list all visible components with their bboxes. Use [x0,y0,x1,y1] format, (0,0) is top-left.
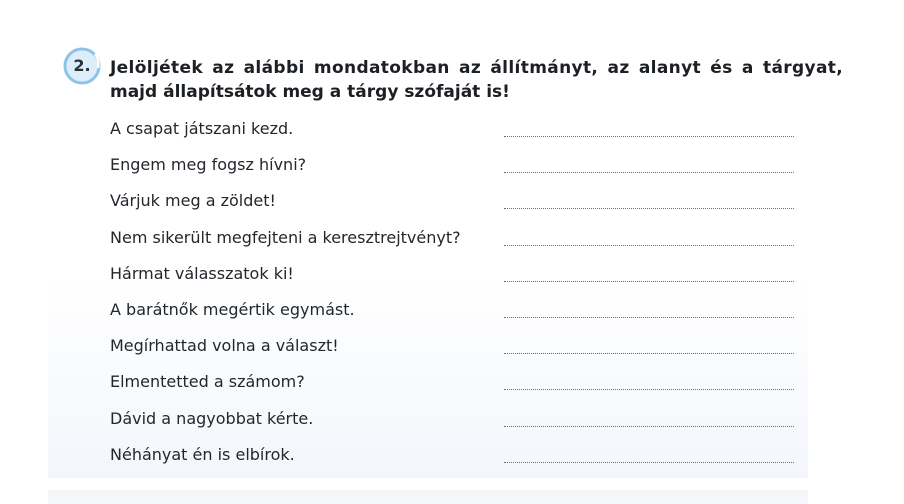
sentence-text: Néhányat én is elbírok. [110,444,295,464]
answer-line[interactable] [504,172,794,173]
list-item [110,369,800,405]
answer-line[interactable] [504,462,794,463]
answer-line[interactable] [504,389,794,390]
exercise-number: 2. [73,56,91,75]
list-item [110,261,800,297]
list-item [110,406,800,442]
sentence-text: Dávid a nagyobbat kérte. [110,408,314,428]
exercise-number-badge [62,46,102,86]
list-item [110,442,800,478]
sentence-text: Megírhattad volna a választ! [110,336,339,356]
answer-line[interactable] [504,208,794,209]
sentence-text: A barátnők megértik egymást. [110,299,355,319]
answer-line[interactable] [504,245,794,246]
answer-line[interactable] [504,136,794,137]
instruction-line-2: majd állapítsátok meg a tárgy szófaját is! [110,82,510,102]
list-item [110,188,800,224]
sentence-text: Várjuk meg a zöldet! [110,191,276,211]
sentence-text: Nem sikerült megfejteni a keresztrejtvényt? [110,227,461,247]
exercise-instruction [110,56,844,104]
answer-line[interactable] [504,317,794,318]
list-item [110,116,800,152]
answer-line[interactable] [504,426,794,427]
list-item [110,297,800,333]
next-section-strip [48,490,808,504]
sentence-text: Engem meg fogsz hívni? [110,155,307,175]
answer-line[interactable] [504,353,794,354]
sentence-text: Elmentetted a számom? [110,372,305,392]
answer-line[interactable] [504,281,794,282]
list-item [110,152,800,188]
sentence-list [110,116,800,478]
instruction-line-1: Jelöljétek az alábbi mondatokban az állítmányt, az alanyt és a tárgyat, [110,58,844,78]
sentence-text: Hármat válasszatok ki! [110,263,294,283]
sentence-text: A csapat játszani kezd. [110,119,294,138]
list-item [110,333,800,369]
list-item [110,225,800,261]
